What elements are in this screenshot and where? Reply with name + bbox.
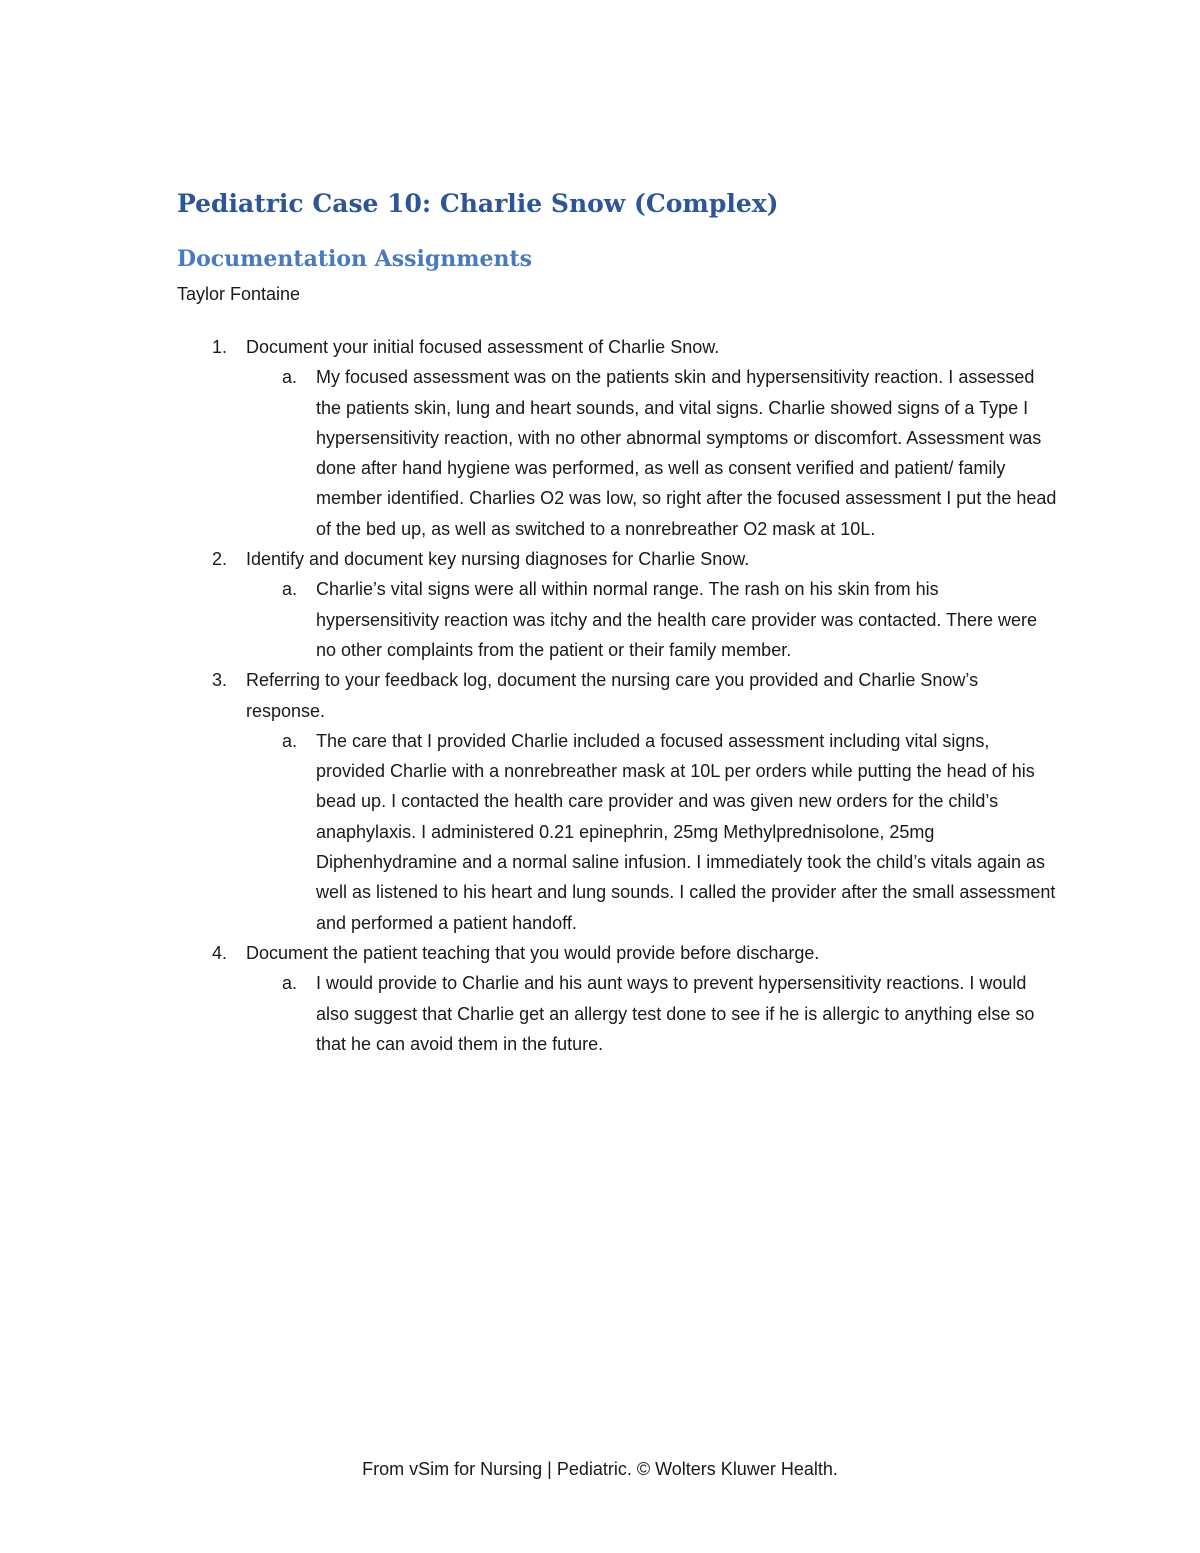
item-answer xyxy=(246,362,1057,544)
item-number: 1. xyxy=(212,337,228,357)
answer-letter: a. xyxy=(282,579,298,600)
answer-letter: a. xyxy=(282,730,298,751)
answer-letter: a. xyxy=(282,973,298,994)
page-footer: From vSim for Nursing | Pediatric. © Wolters Kluwer Health. xyxy=(362,1459,838,1479)
item-answer xyxy=(246,574,1057,665)
item-question: Document the patient teaching that you would provide before discharge. xyxy=(246,942,820,963)
item-number: 3. xyxy=(212,670,228,691)
item-answer xyxy=(246,726,1057,938)
item-answer xyxy=(246,968,1057,1059)
answer-text: I would provide to Charlie and his aunt ways to prevent hypersensitivity reactions. I would also suggest that Charlie get an allergy test done to see if he is allergic to anything else so that he can avoid them in the future. xyxy=(316,973,1035,1054)
answer-text: The care that I provided Charlie included a focused assessment including vital signs, provided Charlie with a nonrebreather mask at 10L per orders while putting the head of his bead up. I contacted the health care provider and was given new orders for the child’s anaphylaxis. I administered 0.21 epinephrin, 25mg Methylprednisolone, 25mg Diphenhydramine and a normal saline infusion. I immediately took the child’s vitals again as well as listened to his heart and lung sounds. I called the provider after the small assessment and performed a patient handoff. xyxy=(316,730,1056,933)
answer-text: My focused assessment was on the patients skin and hypersensitivity reaction. I assessed the patients skin, lung and heart sounds, and vital signs. Charlie showed signs of a Type I hypersensitivity reaction, with no other abnormal symptoms or discomfort. Assessment was done after hand hygiene was performed, as well as consent verified and patient/ family member identified. Charlies O2 was low, so right after the focused assessment I put the head of the bed up, as well as switched to a nonrebreather O2 mask at 10L. xyxy=(316,367,1057,539)
list-item xyxy=(177,544,1057,665)
item-question: Document your initial focused assessment of Charlie Snow. xyxy=(246,337,720,357)
item-number: 2. xyxy=(212,549,228,570)
list-item xyxy=(177,665,1057,938)
assignment-list xyxy=(177,332,1057,1059)
item-question: Referring to your feedback log, document the nursing care you provided and Charlie Snow’s response. xyxy=(246,670,979,721)
list-item xyxy=(177,938,1057,1059)
list-item xyxy=(177,332,1057,544)
item-question: Identify and document key nursing diagnoses for Charlie Snow. xyxy=(246,549,750,570)
answer-text: Charlie’s vital signs were all within normal range. The rash on his skin from his hypersensitivity reaction was itchy and the health care provider was contacted. There were no other complaints from the patient or their family member. xyxy=(316,579,1038,660)
section-heading: Documentation Assignments xyxy=(177,246,533,272)
document-title: Pediatric Case 10: Charlie Snow (Complex) xyxy=(177,189,779,218)
item-number: 4. xyxy=(212,942,228,963)
answer-letter: a. xyxy=(282,367,298,388)
author-name: Taylor Fontaine xyxy=(177,284,301,304)
